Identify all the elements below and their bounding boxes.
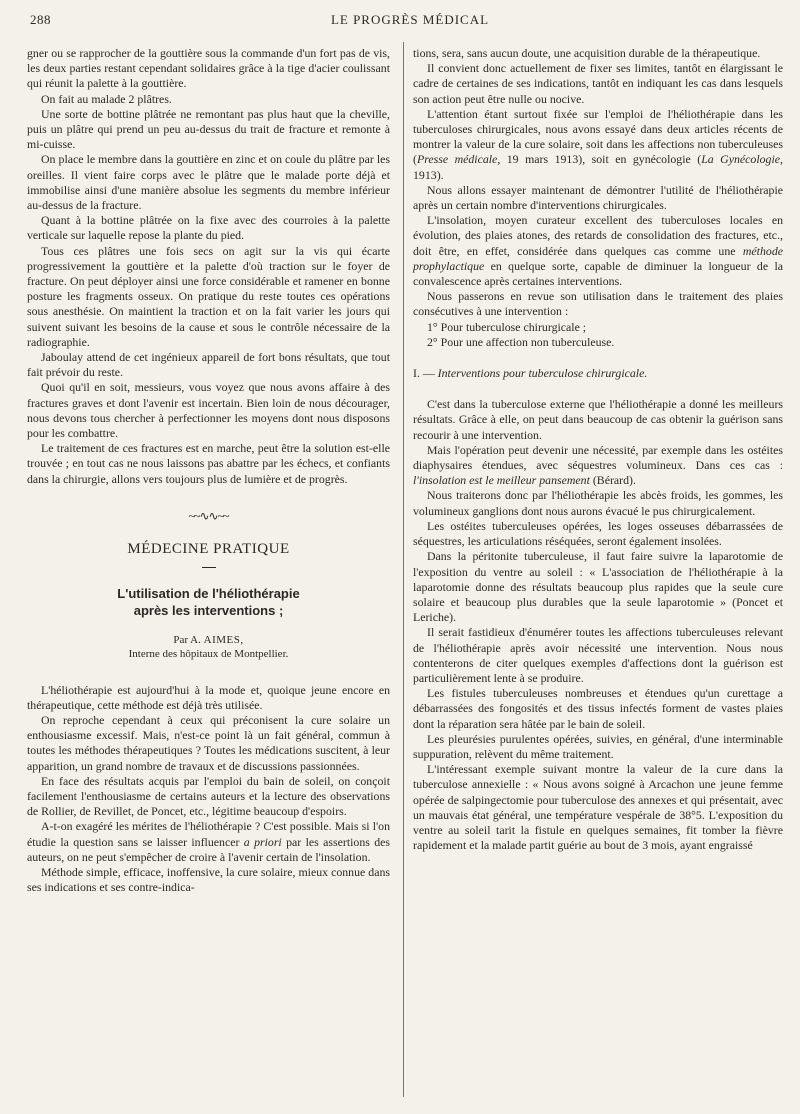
emphasis: l'insolation est le meilleur pansement [413,473,590,488]
text-run: Mais l'opération peut devenir une nécessité, par exemple dans les ostéites diaphysaires étendues, avec séquestres volumineux. Dans ces cas : [413,442,783,473]
ornament: ~~∿∿~~ [188,508,229,523]
paragraph: Il convient donc actuellement de fixer ses limites, tantôt en élargissant le cadre de certaines de ses indications, tantôt en indiquant les cas dans lesquels son action peut être nulle ou nocive. [413,61,783,106]
text-run: , 1913). [413,152,783,182]
section-dash [27,559,390,574]
page-number: 288 [30,12,51,27]
paragraph [413,213,783,289]
list-item: 1° Pour tuberculose chirurgicale ; [427,319,587,334]
subheading-number: I. — [413,366,438,381]
paragraph: On reproche cependant à ceux qui préconisent la cure solaire un enthousiasme excessif. Mais, n'est-ce point là un fait général, commun à toutes les méthodes thérapeutiques ? Toutes les médications suscitent, à leur apparition, un grand nombre de travaux et de discussions passionnées. [27,712,390,773]
paragraph [27,819,390,865]
left-column [27,46,390,895]
paragraph: On fait au malade 2 plâtres. [41,91,172,106]
paragraph: L'héliothérapie est aujourd'hui à la mode et, quoique jeune encore en thérapeutique, cette méthode est déjà très utilisée. [27,682,390,712]
paragraph: gner ou se rapprocher de la gouttière sous la commande d'un fort pas de vis, les deux parties restant cependant solidaires grâce à la tige d'acier coulissant qui réunit la palette à la gouttière. [27,46,390,91]
paragraph: Dans la péritonite tuberculeuse, il faut faire suivre la laparotomie de l'exposition du ventre au soleil : « L'association de l'héliothérapie à la laparotomie donne des résultats beaucoup plus rapides que la seule cure solaire et beaucoup plus durables que la seule laparotomie » (Poncet et Leriche). [413,549,783,625]
page-header [30,12,790,32]
emphasis: a priori [243,834,282,849]
article-title [27,585,390,619]
byline [27,633,390,661]
text-run: en quelque sorte, capable de diminuer la longueur de la convalescence après certaines interventions. [413,258,783,289]
byline-author: AIMES, [203,633,244,646]
paragraph: Les pleurésies purulentes opérées, suivies, en général, d'une interminable suppuration, relèvent du même traitement. [413,731,783,761]
text-run: (Bérard). [589,473,636,488]
paragraph: Les fistules tuberculeuses nombreuses et étendues qu'un curettage a débarrassées des fongosités et des tissus infectés forment de vastes plaies dont la réparation sera hâtée par le bain de soleil. [413,686,783,731]
paragraph: On place le membre dans la gouttière en zinc et on coule du plâtre par les oreilles. Il vient faire corps avec le plâtre que le malade porte déjà et immobilise ainsi d'une manière absolue les segments du membre inférieur au-dessus de la fracture. [27,152,390,213]
column-divider [403,42,404,1097]
paragraph: Nous allons essayer maintenant de démontrer l'utilité de l'héliothérapie après un certain nombre d'interventions chirurgicales. [413,182,783,213]
text-run: par les assertions des auteurs, on ne peut s'empêcher de croire à l'avenir certain de l'insolation. [27,834,391,864]
list-item: 2° Pour une affection non tuberculeuse. [427,334,615,349]
journal-title: LE PROGRÈS MÉDICAL [330,12,490,27]
paragraph: Quoi qu'il en soit, messieurs, vous voyez que nous avons affaire à des fractures graves et dont l'avenir est incertain. Bien loin de nous décourager, nous devons tous chercher à perfectionner les moyens dont nous disposons pour les combattre. [27,380,390,441]
paragraph: Nous traiterons donc par l'héliothérapie les abcès froids, les gommes, les volumineux ganglions dont nous aurons évacué le pus chirurgicalement. [413,488,783,518]
paragraph: Le traitement de ces fractures est en marche, peut être la solution est-elle trouvée ; en tout cas ne nous laissons pas abattre par les échecs, et confiants dans la chirurgie, allons vers toujours plus de lumière et de progrès. [27,441,390,486]
right-column [413,46,783,853]
section-heading: MÉDECINE PRATIQUE [127,541,290,558]
paragraph: Il serait fastidieux d'énumérer toutes les affections tuberculeuses relevant de l'héliothérapie après avoir nécessité une intervention. Nous nous contenterons de citer quelques exemples d'affections dont la guérison est particulièrement lente à se produire. [413,625,783,685]
text-run: L'insolation, moyen curateur excellent des tuberculoses locales en évolution, des plaies atones, des retards de consolidation des fractures, etc., doit être, en effet, considérée dans quelques cas comme une [413,213,783,258]
byline-prefix: Par A. [173,633,204,646]
ornament-divider [27,509,390,524]
emphasis: La Gynécologie [701,152,781,167]
paragraph: C'est dans la tuberculose externe que l'héliothérapie a donné les meilleurs résultats. Grâce à elle, on peut dans beaucoup de cas obtenir la guérison sans recourir à une intervention. [413,397,783,442]
article-title-line: après les interventions ; [133,602,284,618]
paragraph: Tous ces plâtres une fois secs on agit sur la vis qui écarte progressivement la gouttière et la palette d'où traction sur le foyer de fracture. On peut déployer ainsi une force considérable et ramener en bonne posture les fragments osseux. On pratique du reste toutes ces opérations sous anesthésie. On maintient la traction et on la fait varier les jours qui suivent suivant les besoins de la cause et sous le contrôle nécessaire de la radiographie. [27,243,390,349]
subheading [413,366,783,381]
text-run: A-t-on exagéré les mérites de l'héliothérapie ? C'est possible. Mais si l'on étudie la question sans se laisser influencer [27,819,390,849]
paragraph: Les ostéites tuberculeuses opérées, les loges osseuses débarrassées de séquestres, les articulations réséquées, seront également insolées. [413,518,783,549]
byline-role: Interne des hôpitaux de Montpellier. [128,647,289,660]
paragraph [413,443,783,489]
paragraph: L'intéressant exemple suivant montre la valeur de la cure dans la tuberculose annexielle : « Nous avons soigné à Arcachon une jeune femme opérée de salpingectomie pour tuberculose des annexes et qui présentait, avec un mauvais état général, une température vespérale de 38°5. L'exposition du ventre au soleil tarit la fistule en quelques semaines, fit tomber la fièvre rapidement et la malade partit guérie au bout de 3 mois, ayant engraissé [413,762,783,853]
paragraph: Nous passerons en revue son utilisation dans le traitement des plaies consécutives à une intervention : [413,289,783,319]
text-run: , 19 mars 1913), soit en gynécologie ( [497,152,702,167]
paragraph: Jaboulay attend de cet ingénieux appareil de fort bons résultats, que tout fait prévoir du reste. [27,350,390,380]
emphasis: Presse médicale [416,152,498,167]
paragraph: Méthode simple, efficace, inoffensive, la cure solaire, mieux connue dans ses indications et ses contre-indica- [27,864,390,895]
paragraph [413,107,783,183]
emphasis: méthode prophylactique [413,243,783,273]
subheading-title: Interventions pour tuberculose chirurgicale. [437,366,648,381]
article-title-line: L'utilisation de l'héliothérapie [117,585,300,601]
paragraph: Quant à la bottine plâtrée on la fixe avec des courroies à la palette verticale sur laquelle repose la plante du pied. [27,213,390,243]
paragraph: tions, sera, sans aucun doute, une acquisition durable de la thérapeutique. [413,46,761,60]
text-run: L'attention étant surtout fixée sur l'emploi de l'héliothérapie dans les tuberculoses chirurgicales, nous avons essayé dans deux articles récents de montrer la valeur de la cure solaire, soit dans les affections non tuberculeuses ( [413,106,783,167]
paragraph: Une sorte de bottine plâtrée ne remontant pas plus haut que la cheville, puis un plâtre qui prend un peu au-dessus du trait de fracture et remonte à mi-cuisse. [27,106,390,152]
paragraph: En face des résultats acquis par l'emploi du bain de soleil, on conçoit facilement l'enthousiasme de certains auteurs et la lecture des observations de Rollier, de Revillet, de Poncet, etc., légitime beaucoup d'espoirs. [27,773,390,819]
